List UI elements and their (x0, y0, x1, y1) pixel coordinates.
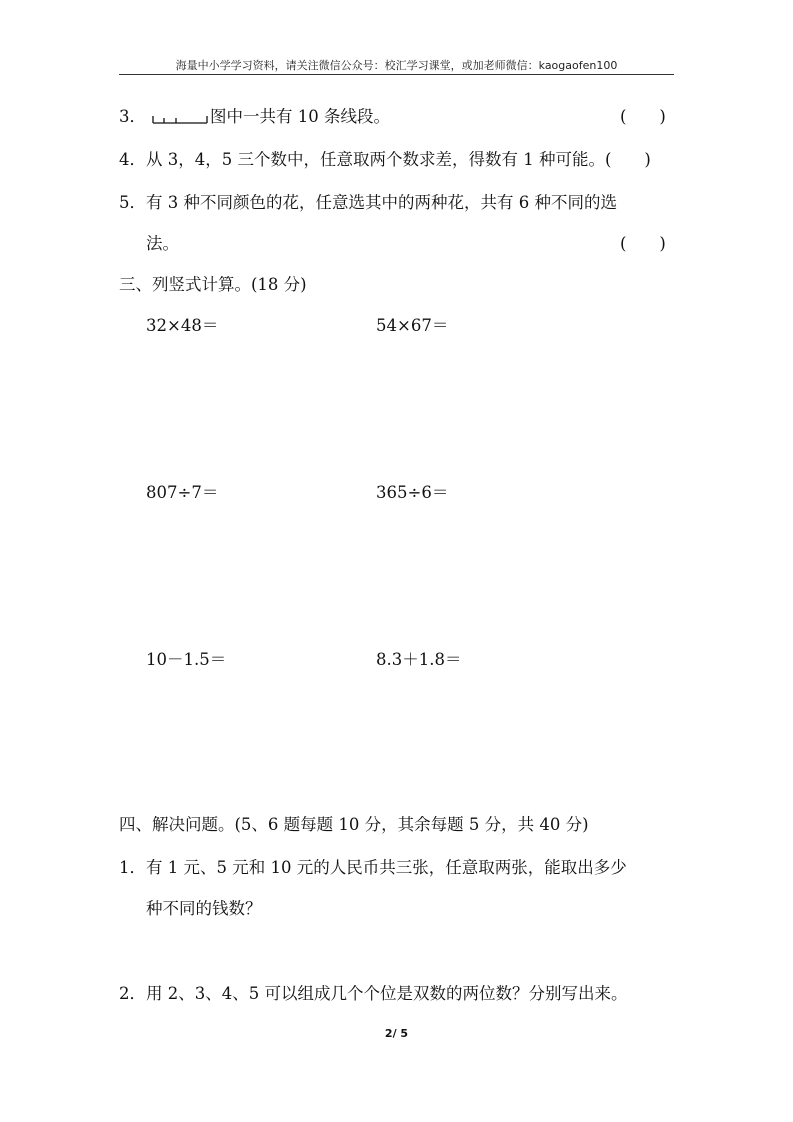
calc-item: 8.3＋1.8＝ (376, 650, 462, 669)
calc-item: 54×67＝ (376, 316, 449, 335)
calc-item: 365÷6＝ (376, 483, 449, 502)
problem-1-line1: 1．有 1 元、5 元和 10 元的人民币共三张，任意取两张，能取出多少 (119, 858, 627, 877)
judge-question-5-line1: 5．有 3 种不同颜色的花，任意选其中的两种花，共有 6 种不同的选 (119, 193, 617, 212)
problem-2: 2．用 2、3、4、5 可以组成几个个位是双数的两位数？分别写出来。 (119, 984, 628, 1003)
calc-item: 10－1.5＝ (146, 650, 227, 669)
answer-parentheses[interactable]: ( ) (620, 234, 666, 253)
line-segment-figure (152, 111, 208, 125)
judge-question-4: 4．从 3，4，5 三个数中，任意取两个数求差，得数有 1 种可能。( ) (119, 150, 651, 169)
question-text: 图中一共有 10 条线段。 (210, 107, 390, 126)
page-number: 2/ 5 (384, 1027, 409, 1040)
calc-item: 32×48＝ (146, 316, 219, 335)
question-number: 3． (119, 107, 146, 126)
judge-question-3 (119, 107, 390, 127)
section-4-title: 四、解决问题。(5、6 题每题 10 分，其余每题 5 分，共 40 分) (119, 815, 589, 834)
answer-parentheses[interactable]: ( ) (620, 107, 666, 126)
page-header: 海量中小学学习资料，请关注微信公众号：校汇学习课堂，或加老师微信：kaogaofen100 (175, 59, 618, 72)
header-divider (119, 74, 674, 75)
problem-1-line2: 种不同的钱数？ (146, 899, 262, 918)
calc-item: 807÷7＝ (146, 483, 219, 502)
section-3-title: 三、列竖式计算。(18 分) (119, 275, 307, 294)
judge-question-5-line2: 法。 (146, 234, 179, 253)
